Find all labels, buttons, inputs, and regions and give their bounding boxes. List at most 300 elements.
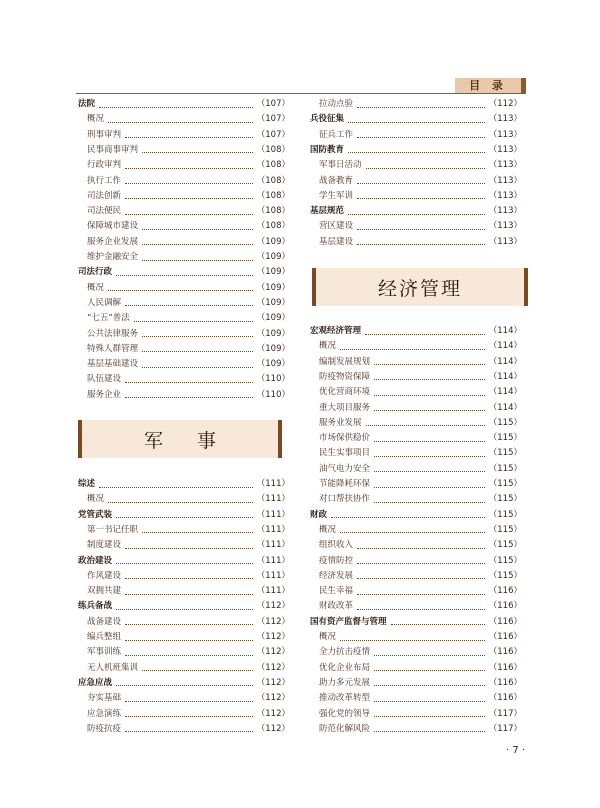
toc-entry[interactable]	[78, 357, 290, 372]
toc-entry-page: （110）	[256, 374, 290, 385]
dot-leader	[142, 669, 253, 671]
dot-leader	[365, 333, 485, 335]
toc-entry-label: 司法行政	[78, 267, 113, 278]
dot-leader	[331, 516, 485, 518]
dot-leader	[116, 684, 253, 686]
toc-entry[interactable]	[78, 538, 290, 553]
toc-entry[interactable]	[310, 477, 522, 492]
dot-leader	[357, 593, 485, 595]
toc-entry-label: 服务企业发展	[87, 236, 139, 247]
toc-entry-label: 执行工作	[87, 175, 122, 186]
toc-entry-page: （113）	[488, 114, 522, 125]
dot-leader	[99, 106, 253, 108]
toc-entry-label: 战备建设	[87, 616, 122, 627]
toc-entry-page: （111）	[256, 494, 290, 505]
toc-entry[interactable]	[78, 281, 290, 296]
dot-leader	[134, 320, 253, 322]
toc-entry-label: 宏观经济管理	[310, 326, 362, 336]
toc-entry-page: （113）	[488, 160, 522, 171]
toc-entry-label: 国有资产监督与管理	[310, 616, 387, 627]
toc-entry-page: （109）	[256, 282, 290, 293]
dot-leader	[125, 715, 253, 717]
toc-entry-label: 应急应战	[78, 677, 113, 688]
toc-entry-page: （113）	[488, 144, 522, 155]
toc-entry-label: 优化企业布局	[319, 662, 371, 673]
toc-entry-label: 概况	[87, 282, 105, 293]
dot-leader	[116, 274, 253, 276]
toc-entry[interactable]	[310, 174, 522, 189]
toc-entry[interactable]	[78, 250, 290, 265]
toc-entry-label: 助力多元发展	[319, 677, 371, 688]
dot-leader	[125, 730, 253, 732]
toc-entry-label: 征兵工作	[319, 129, 354, 140]
toc-entry-page: （108）	[256, 190, 290, 201]
dot-leader	[374, 684, 485, 686]
dot-leader	[125, 547, 253, 549]
toc-entry[interactable]	[78, 523, 290, 538]
dot-leader	[116, 516, 253, 518]
dot-leader	[340, 639, 485, 641]
toc-entry-page: （115）	[488, 570, 522, 581]
toc-entry-page: （115）	[488, 494, 522, 505]
toc-entry[interactable]	[310, 189, 522, 204]
toc-section-entry[interactable]	[310, 112, 522, 127]
toc-entry[interactable]	[310, 707, 522, 722]
dot-leader	[374, 455, 485, 457]
dot-leader	[357, 577, 485, 579]
toc-entry-label: 队伍建设	[87, 374, 122, 385]
toc-entry[interactable]	[310, 97, 522, 112]
toc-entry[interactable]	[310, 661, 522, 676]
toc-entry-label: 营区建设	[319, 221, 354, 232]
dot-leader	[357, 106, 485, 108]
toc-entry-label: 编制发展规划	[319, 356, 371, 367]
toc-entry[interactable]	[310, 158, 522, 173]
toc-entry-page: （112）	[256, 601, 290, 612]
toc-entry-label: 第一书记任职	[87, 524, 139, 535]
toc-entry[interactable]	[78, 342, 290, 357]
toc-entry[interactable]	[78, 112, 290, 127]
toc-entry-page: （116）	[488, 677, 522, 688]
dot-leader	[348, 121, 485, 123]
toc-entry-page: （114）	[488, 356, 522, 367]
toc-entry-label: 民事商事审判	[87, 144, 139, 155]
toc-entry[interactable]	[78, 372, 290, 387]
toc-entry-label: 特殊人群管理	[87, 343, 139, 354]
toc-section-entry[interactable]	[78, 265, 290, 280]
toc-section-entry[interactable]	[78, 508, 290, 523]
toc-entry-label: 法院	[78, 99, 96, 109]
dot-leader	[374, 363, 485, 365]
dot-leader	[142, 366, 253, 368]
toc-entry[interactable]	[310, 691, 522, 706]
toc-entry-label: 公共法律服务	[87, 328, 139, 339]
dot-leader	[125, 381, 253, 383]
toc-entry[interactable]	[78, 569, 290, 584]
toc-entry-page: （114）	[488, 341, 522, 352]
toc-entry-label: 政治建设	[78, 555, 113, 566]
toc-entry[interactable]	[310, 584, 522, 599]
dot-leader	[340, 531, 485, 533]
toc-entry-label: 基层基础建设	[87, 359, 139, 370]
toc-entry-label: 双拥共建	[87, 586, 122, 597]
toc-entry[interactable]	[78, 661, 290, 676]
toc-entry-page: （113）	[488, 175, 522, 186]
dot-leader	[357, 562, 485, 564]
dot-leader	[374, 700, 485, 702]
dot-leader	[125, 197, 253, 199]
toc-entry[interactable]	[310, 599, 522, 614]
dot-leader	[142, 350, 253, 352]
dot-leader	[99, 486, 253, 488]
toc-entry-page: （109）	[256, 343, 290, 354]
toc-entry-page: （117）	[488, 723, 522, 734]
toc-entry-page: （107）	[256, 129, 290, 140]
toc-entry-label: 拉动点验	[319, 99, 354, 109]
toc-entry-page: （107）	[256, 99, 290, 109]
toc-entry-label: 油气电力安全	[319, 463, 371, 474]
toc-entry-label: 党管武装	[78, 509, 113, 520]
dot-leader	[391, 623, 485, 625]
toc-entry[interactable]	[78, 235, 290, 250]
toc-entry-label: 维护金融安全	[87, 252, 139, 262]
toc-entry[interactable]	[78, 174, 290, 189]
toc-entry[interactable]	[78, 143, 290, 158]
dot-leader	[357, 228, 485, 230]
toc-entry-page: （113）	[488, 190, 522, 201]
dot-leader	[125, 396, 253, 398]
toc-entry-page: （112）	[256, 662, 290, 673]
toc-entry-page: （116）	[488, 616, 522, 627]
header-rule	[76, 93, 526, 94]
toc-entry-label: 重大项目服务	[319, 402, 371, 413]
toc-entry-label: 防疫抗疫	[87, 723, 122, 734]
toc-entry-page: （112）	[488, 99, 522, 109]
toc-entry[interactable]	[310, 219, 522, 234]
toc-entry-label: 军事训练	[87, 647, 122, 658]
dot-leader	[125, 213, 253, 215]
toc-entry-label: 疫情防控	[319, 555, 354, 566]
toc-entry-label: 人民调解	[87, 297, 122, 308]
toc-entry-label: 市场保供稳价	[319, 433, 371, 444]
toc-entry-page: （115）	[488, 524, 522, 535]
dot-leader	[142, 243, 253, 245]
toc-entry-page: （112）	[256, 693, 290, 704]
toc-entry-page: （113）	[488, 221, 522, 232]
toc-entry-page: （115）	[488, 433, 522, 444]
toc-entry[interactable]	[78, 219, 290, 234]
dot-leader	[374, 501, 485, 503]
toc-entry[interactable]	[78, 722, 290, 737]
toc-entry-label: 兵役征集	[310, 114, 345, 125]
toc-entry-page: （112）	[256, 708, 290, 719]
toc-entry-label: 刑事审判	[87, 129, 122, 140]
toc-entry[interactable]	[310, 446, 522, 461]
dot-leader	[125, 654, 253, 656]
toc-entry-label: 防疫物资保障	[319, 371, 371, 382]
toc-entry-page: （115）	[488, 540, 522, 551]
toc-entry-label: 强化党的领导	[319, 708, 371, 719]
toc-entry-page: （117）	[488, 708, 522, 719]
toc-entry[interactable]	[310, 416, 522, 431]
toc-entry-label: 夯实基础	[87, 693, 122, 704]
toc-entry-label: 服务业发展	[319, 417, 362, 428]
toc-entry[interactable]	[310, 676, 522, 691]
toc-entry-label: 对口帮扶协作	[319, 494, 371, 505]
toc-entry-page: （108）	[256, 221, 290, 232]
dot-leader	[357, 136, 485, 138]
toc-entry-label: 防范化解风险	[319, 723, 371, 734]
section-banner-economy: 经济管理	[312, 268, 528, 306]
toc-entry-page: （111）	[256, 524, 290, 535]
toc-entry-label: 概况	[319, 632, 337, 642]
dot-leader	[357, 547, 485, 549]
toc-entry-label: 经济发展	[319, 570, 354, 581]
toc-entry-page: （110）	[256, 389, 290, 400]
dot-leader	[374, 730, 485, 732]
toc-entry[interactable]	[78, 189, 290, 204]
toc-entry-page: （114）	[488, 326, 522, 336]
dot-leader	[125, 700, 253, 702]
toc-entry-label: 推动改革转型	[319, 693, 371, 704]
toc-entry-label: 作风建设	[87, 570, 122, 581]
toc-entry[interactable]	[310, 339, 522, 354]
toc-entry-page: （109）	[256, 359, 290, 370]
toc-entry-page: （116）	[488, 586, 522, 597]
toc-entry-page: （109）	[256, 236, 290, 247]
toc-entry[interactable]	[310, 128, 522, 143]
toc-entry-page: （107）	[256, 114, 290, 125]
toc-entry[interactable]	[310, 355, 522, 370]
toc-entry-label: 基层规范	[310, 206, 345, 217]
toc-entry[interactable]	[310, 645, 522, 660]
toc-entry-label: 概况	[319, 524, 337, 535]
toc-section-entry[interactable]	[310, 615, 522, 630]
toc-entry[interactable]	[78, 296, 290, 311]
toc-entry-page: （112）	[256, 632, 290, 642]
toc-entry[interactable]	[310, 523, 522, 538]
toc-entry-page: （115）	[488, 463, 522, 474]
toc-entry-page: （114）	[488, 402, 522, 413]
toc-entry-label: 制度建设	[87, 540, 122, 551]
toc-entry-page: （109）	[256, 252, 290, 262]
toc-entry[interactable]	[310, 431, 522, 446]
toc-entry[interactable]	[78, 615, 290, 630]
toc-entry-label: “七五”普法	[87, 313, 130, 324]
toc-entry[interactable]	[78, 388, 290, 403]
dot-leader	[142, 151, 253, 153]
toc-section-entry[interactable]	[78, 676, 290, 691]
toc-entry-page: （112）	[256, 723, 290, 734]
toc-entry[interactable]	[78, 691, 290, 706]
toc-entry-page: （113）	[488, 206, 522, 217]
toc-entry-page: （115）	[488, 479, 522, 489]
toc-section-entry[interactable]	[310, 143, 522, 158]
toc-entry[interactable]	[310, 235, 522, 250]
toc-section-entry[interactable]	[78, 97, 290, 112]
toc-entry[interactable]	[310, 385, 522, 400]
dot-leader	[125, 623, 253, 625]
toc-section-entry[interactable]	[310, 508, 522, 523]
dot-leader	[116, 562, 253, 564]
toc-entry[interactable]	[310, 492, 522, 507]
dot-leader	[357, 197, 485, 199]
dot-leader	[125, 593, 253, 595]
toc-entry[interactable]	[78, 707, 290, 722]
toc-entry-page: （111）	[256, 479, 290, 489]
toc-entry-label: 概况	[87, 114, 105, 125]
toc-entry[interactable]	[78, 630, 290, 645]
toc-entry-page: （114）	[488, 371, 522, 382]
toc-entry-label: 组织收入	[319, 540, 354, 551]
dot-leader	[374, 409, 485, 411]
toc-entry[interactable]	[78, 204, 290, 219]
dot-leader	[366, 167, 485, 169]
toc-entry-label: 民生实事项目	[319, 448, 371, 459]
dot-leader	[374, 440, 485, 442]
dot-leader	[125, 577, 253, 579]
dot-leader	[374, 654, 485, 656]
toc-entry-page: （111）	[256, 509, 290, 520]
dot-leader	[125, 136, 253, 138]
toc-entry-label: 全力抗击疫情	[319, 647, 371, 658]
toc-entry-label: 保障城市建设	[87, 221, 139, 232]
toc-entry-label: 司法便民	[87, 206, 122, 217]
toc-entry-page: （108）	[256, 175, 290, 186]
toc-entry-label: 应急演练	[87, 708, 122, 719]
dot-leader	[357, 243, 485, 245]
toc-entry-page: （116）	[488, 601, 522, 612]
toc-entry-page: （111）	[256, 586, 290, 597]
toc-section-entry[interactable]	[78, 477, 290, 492]
toc-entry-label: 战备教育	[319, 175, 354, 186]
toc-entry-page: （112）	[256, 647, 290, 658]
toc-entry-label: 服务企业	[87, 389, 122, 400]
toc-entry-page: （116）	[488, 693, 522, 704]
dot-leader	[348, 213, 485, 215]
dot-leader	[125, 167, 253, 169]
toc-section-entry[interactable]	[78, 599, 290, 614]
toc-section-entry[interactable]	[78, 554, 290, 569]
toc-entry-label: 优化营商环境	[319, 387, 371, 398]
dot-leader	[374, 669, 485, 671]
toc-entry-page: （116）	[488, 632, 522, 642]
toc-entry[interactable]	[310, 538, 522, 553]
dot-leader	[142, 228, 253, 230]
section-banner-military: 军事	[78, 420, 282, 458]
toc-entry-page: （115）	[488, 448, 522, 459]
toc-entry-page: （115）	[488, 555, 522, 566]
toc-entry[interactable]	[78, 128, 290, 143]
toc-entry-page: （108）	[256, 206, 290, 217]
dot-leader	[374, 486, 485, 488]
toc-entry-page: （112）	[256, 616, 290, 627]
dot-leader	[108, 501, 253, 503]
toc-entry-label: 练兵备战	[78, 601, 113, 612]
dot-leader	[108, 121, 253, 123]
toc-entry-label: 司法创新	[87, 190, 122, 201]
dot-leader	[142, 259, 253, 261]
toc-entry-page: （116）	[488, 662, 522, 673]
toc-entry-label: 基层建设	[319, 236, 354, 247]
toc-entry[interactable]	[310, 462, 522, 477]
toc-entry-page: （111）	[256, 540, 290, 551]
toc-entry-label: 概况	[319, 341, 337, 352]
section-tag: 目 录	[455, 78, 526, 93]
dot-leader	[340, 348, 485, 350]
toc-entry-label: 节能降耗环保	[319, 479, 371, 489]
toc-entry[interactable]	[310, 401, 522, 416]
dot-leader	[357, 608, 485, 610]
toc-entry[interactable]	[310, 722, 522, 737]
dot-leader	[374, 715, 485, 717]
toc-entry-label: 综述	[78, 479, 96, 489]
toc-entry-page: （114）	[488, 387, 522, 398]
dot-leader	[348, 151, 485, 153]
toc-entry-page: （112）	[256, 677, 290, 688]
dot-leader	[366, 424, 485, 426]
toc-entry-label: 财政	[310, 509, 328, 520]
dot-leader	[357, 182, 485, 184]
toc-entry-page: （113）	[488, 236, 522, 247]
toc-entry-page: （116）	[488, 647, 522, 658]
toc-entry-page: （109）	[256, 267, 290, 278]
toc-entry-label: 国防教育	[310, 144, 345, 155]
page-number: · 7 ·	[506, 745, 526, 756]
dot-leader	[142, 531, 253, 533]
toc-entry[interactable]	[310, 569, 522, 584]
toc-entry-label: 编兵整组	[87, 632, 122, 642]
toc-entry-page: （109）	[256, 297, 290, 308]
toc-entry[interactable]	[78, 327, 290, 342]
dot-leader	[374, 378, 485, 380]
toc-entry[interactable]	[310, 554, 522, 569]
toc-entry-page: （115）	[488, 509, 522, 520]
dot-leader	[125, 639, 253, 641]
dot-leader	[125, 304, 253, 306]
dot-leader	[116, 608, 253, 610]
toc-entry[interactable]	[78, 311, 290, 326]
toc-entry[interactable]	[310, 370, 522, 385]
toc-entry[interactable]	[78, 645, 290, 660]
toc-entry[interactable]	[78, 158, 290, 173]
toc-entry[interactable]	[310, 630, 522, 645]
toc-entry-label: 财政改革	[319, 601, 354, 612]
toc-entry[interactable]	[78, 584, 290, 599]
toc-entry[interactable]	[78, 492, 290, 507]
toc-entry-page: （108）	[256, 144, 290, 155]
dot-leader	[374, 470, 485, 472]
toc-entry-page: （109）	[256, 328, 290, 339]
toc-entry-page: （111）	[256, 570, 290, 581]
toc-entry-page: （109）	[256, 313, 290, 324]
toc-entry-page: （108）	[256, 160, 290, 171]
dot-leader	[125, 182, 253, 184]
toc-entry-label: 行政审判	[87, 160, 122, 171]
toc-entry-label: 概况	[87, 494, 105, 505]
toc-entry-page: （115）	[488, 417, 522, 428]
toc-entry-page: （111）	[256, 555, 290, 566]
dot-leader	[108, 289, 253, 291]
toc-entry-label: 民生幸福	[319, 586, 354, 597]
toc-entry-page: （113）	[488, 129, 522, 140]
toc-section-entry[interactable]	[310, 324, 522, 339]
toc-entry-label: 无人机班集训	[87, 662, 139, 673]
toc-section-entry[interactable]	[310, 204, 522, 219]
dot-leader	[142, 335, 253, 337]
toc-entry-label: 军事日活动	[319, 160, 362, 171]
dot-leader	[374, 394, 485, 396]
